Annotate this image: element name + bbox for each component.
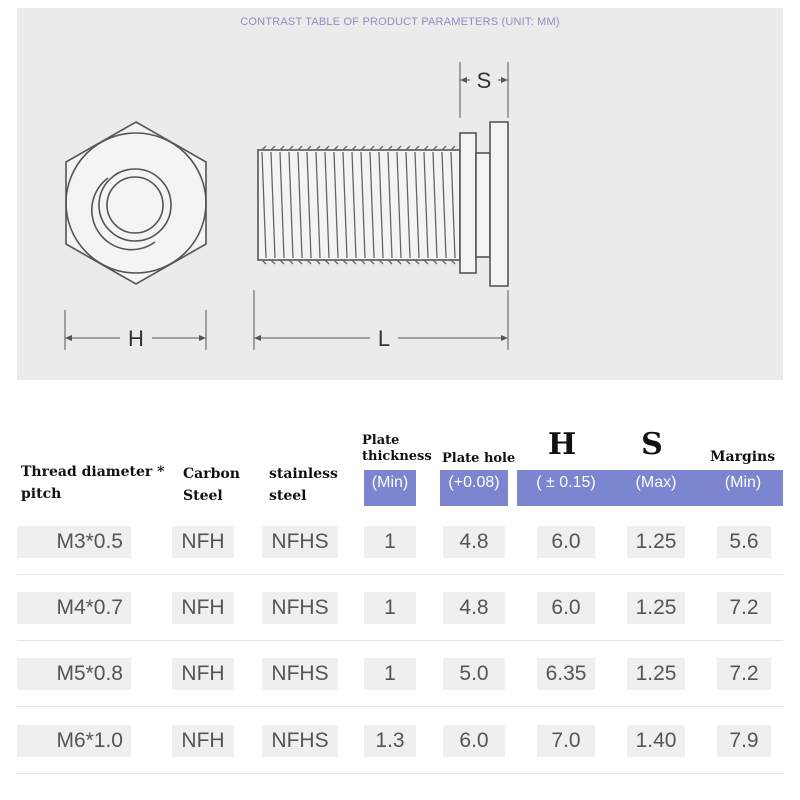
header-s: S	[641, 427, 663, 462]
header-margins: Margins	[710, 449, 776, 465]
label-l: L	[377, 326, 391, 351]
cell-s: 1.40	[627, 725, 685, 757]
cell-margins: 7.2	[717, 658, 771, 690]
cell-plate-hole: 5.0	[443, 658, 505, 690]
cell-s: 1.25	[627, 526, 685, 558]
tol-plate-hole: (+0.08)	[448, 474, 500, 491]
cell-thread: M4*0.7	[17, 592, 131, 624]
head-flange	[476, 153, 490, 257]
cell-carbon: NFH	[172, 658, 234, 690]
row-separator	[17, 773, 783, 774]
hex-outline	[66, 122, 206, 284]
header-stainless: stainless steel	[269, 466, 338, 504]
cell-stainless: NFHS	[262, 592, 338, 624]
header-carbon: Carbon Steel	[183, 466, 240, 504]
cell-margins: 7.2	[717, 592, 771, 624]
row-separator	[17, 574, 783, 575]
cell-thread: M3*0.5	[17, 526, 131, 558]
cell-plate-thickness: 1.3	[364, 725, 416, 757]
cell-plate-thickness: 1	[364, 526, 416, 558]
header-plate-hole: Plate hole	[442, 451, 516, 466]
cell-plate-thickness: 1	[364, 592, 416, 624]
cell-stainless: NFHS	[262, 658, 338, 690]
cell-margins: 7.9	[717, 725, 771, 757]
tol-h: ( ± 0.15)	[536, 474, 596, 491]
label-s: S	[476, 68, 492, 93]
cell-h: 7.0	[537, 725, 595, 757]
header-thread: Thread diameter * pitch	[21, 464, 165, 502]
row-separator	[17, 640, 783, 641]
cell-h: 6.0	[537, 592, 595, 624]
row-separator	[17, 706, 783, 707]
cell-s: 1.25	[627, 592, 685, 624]
head-step	[460, 133, 476, 273]
tol-s: (Max)	[635, 474, 677, 491]
cell-margins: 5.6	[717, 526, 771, 558]
header-plate-thickness: Plate thickness	[362, 433, 432, 464]
cell-h: 6.35	[537, 658, 595, 690]
head-rim	[490, 122, 508, 286]
cell-s: 1.25	[627, 658, 685, 690]
cell-stainless: NFHS	[262, 526, 338, 558]
threaded-shank	[258, 150, 460, 260]
cell-plate-hole: 4.8	[443, 526, 505, 558]
cell-carbon: NFH	[172, 526, 234, 558]
cell-h: 6.0	[537, 526, 595, 558]
header-h: H	[547, 427, 577, 462]
cell-thread: M6*1.0	[17, 725, 131, 757]
cell-stainless: NFHS	[262, 725, 338, 757]
cell-plate-hole: 4.8	[443, 592, 505, 624]
cell-carbon: NFH	[172, 725, 234, 757]
cell-carbon: NFH	[172, 592, 234, 624]
cell-plate-hole: 6.0	[443, 725, 505, 757]
cell-plate-thickness: 1	[364, 658, 416, 690]
caption: CONTRAST TABLE OF PRODUCT PARAMETERS (UNIT: MM)	[240, 16, 560, 28]
label-h: H	[128, 326, 144, 351]
tol-plate-thickness: (Min)	[371, 474, 409, 491]
tol-margins: (Min)	[724, 474, 762, 491]
cell-thread: M5*0.8	[17, 658, 131, 690]
